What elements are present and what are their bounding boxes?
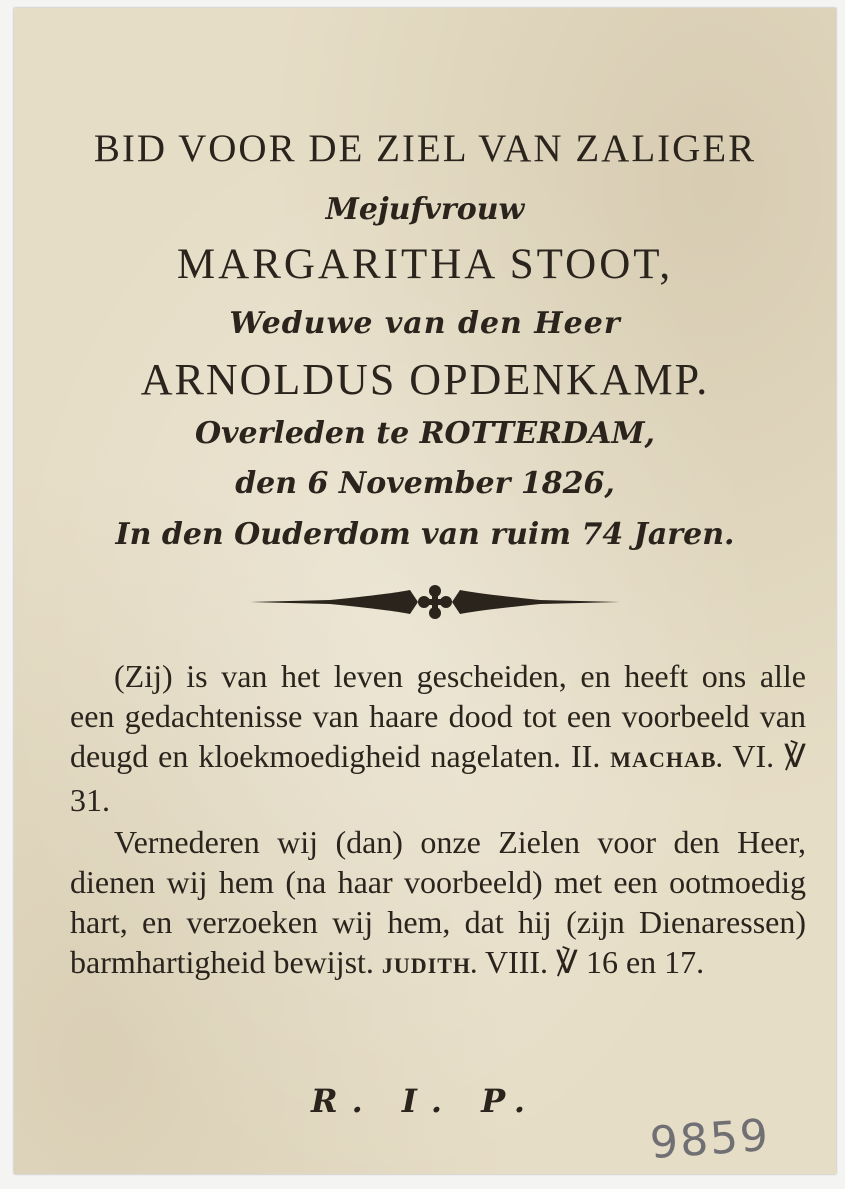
memorial-card xyxy=(14,8,836,1174)
verse-chapter-ref: VIII. ℣ 16 en 17. xyxy=(484,944,705,980)
verse-text: (Zij) is van het leven gescheiden, en heeft ons alle een gedachtenisse van haare dood tot een voorbeeld van deugd en kloekmoedigheid nagelaten. II. xyxy=(70,658,806,774)
husband-name: ARNOLDUS OPDENKAMP. xyxy=(140,355,710,404)
handwritten-catalog-number: 9859 xyxy=(648,1109,772,1170)
verse-book-ref: MACHAB. xyxy=(610,747,724,772)
verse-text: Vernederen wij (dan) onze Zielen voor den Heer, dienen wij hem (na haar voorbeeld) met een ootmoedig hart, en verzoeken wij hem, dat hij (zijn Dienaressen) barmhartigheid bewijst. xyxy=(70,824,806,980)
verse-chapter-ref: VI. ℣ 31. xyxy=(70,738,807,818)
prayer-heading: BID VOOR DE ZIEL VAN ZALIGER xyxy=(93,127,757,170)
date-of-death: den 6 November 1826, xyxy=(235,466,615,501)
rip-closing: R. I. P. xyxy=(310,1082,540,1120)
title-mejufvrouw: Mejufvrouw xyxy=(325,192,525,227)
cross-divider-ornament xyxy=(250,580,620,624)
verse-book-ref: JUDITH. xyxy=(381,953,478,978)
place-of-death: Overleden te ROTTERDAM, xyxy=(194,416,656,451)
age-at-death: In den Ouderdom van ruim 74 Jaren. xyxy=(115,517,735,552)
deceased-name: MARGARITHA STOOT, xyxy=(176,241,674,288)
scripture-verse-machabees xyxy=(70,656,806,820)
scripture-verse-judith xyxy=(70,822,806,986)
widow-of-line: Weduwe van den Heer xyxy=(229,306,621,341)
